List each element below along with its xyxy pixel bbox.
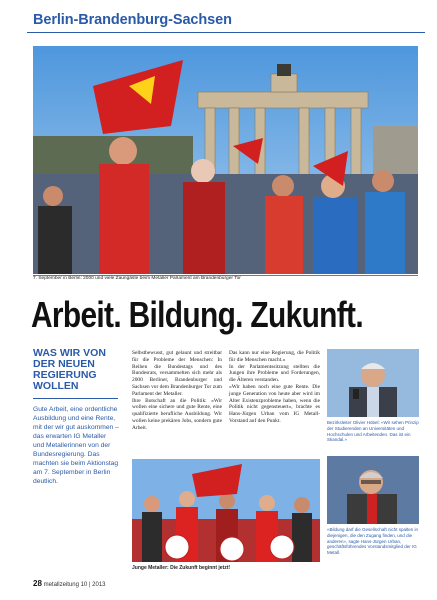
hero-caption-text: 7. September in Berlin: 2000 und viele Zaungäste beim Metaller Parlament am Brandenburger Tor — [33, 276, 241, 281]
body-paragraph: Ihre Botschaft an die Politik: «Wir wollen eine sichere und gute Rente, eine qualifizierte berufliche Ausbildung. Wir wollen keine prekären Jobs, sondern gute Arbeit. — [132, 397, 222, 431]
body-column-2 — [229, 350, 320, 425]
page-footer — [33, 579, 106, 588]
portrait-hoebel-illustration — [327, 349, 419, 417]
group-photo — [132, 459, 320, 562]
body-paragraph: In der Parlamentssitzung stellten die Jungen ihre Probleme und Forderungen, die Älteren verstanden. — [229, 363, 320, 384]
hero-photo-illustration — [33, 46, 418, 274]
intro-text: Gute Arbeit, eine ordentliche Ausbildung und eine Rente, mit der wir gut auskommen – das erwarten IG Metaller und Metallerinnen von der Bundesregierung. Das machten sie beim Aktionstag am 7. September in Berlin deutlich. — [33, 406, 119, 485]
body-paragraph: «Wir haben noch eine gute Rente. Die junge Generation von heute aber wird im Alter Existenzprobleme haben, wenn die Politik nicht gegensteuert», brachte es Hans-Jürgen Urban vom IG Metall-Vorstand auf den Punkt. — [229, 383, 320, 424]
header-rule — [27, 32, 425, 33]
section-header — [27, 11, 425, 31]
page-number: 28 — [33, 579, 42, 588]
portrait-urban-illustration — [327, 456, 419, 524]
portrait-urban — [327, 456, 419, 524]
hero-caption — [33, 276, 418, 282]
portrait-hoebel — [327, 349, 419, 417]
caption-rule — [33, 275, 418, 276]
group-caption: Junge Metaller: Die Zukunft beginnt jetzt! — [132, 565, 231, 571]
body-column-1 — [132, 350, 222, 432]
kicker-rule — [33, 398, 118, 399]
portrait-urban-caption: «Bildung darf die Gesellschaft nicht spalten in diejenigen, die den Zugang finden, und die anderen», sagte Hans-Jürgen Urban, geschäftsführendes Vorstandsmitglied der IG Metall. — [327, 527, 419, 556]
kicker: WAS WIR VON DER NEUEN REGIERUNG WOLLEN — [33, 347, 106, 392]
section-title: Berlin-Brandenburg-Sachsen — [33, 12, 232, 28]
body-paragraph: Das kann nur eine Regierung, die Politik für die Menschen macht.» — [229, 350, 320, 363]
group-photo-illustration — [132, 459, 320, 562]
body-paragraph: Selbstbewusst, gut gelaunt und streitbar für die Probleme der Menschen: In Reihen die Bundestags und des Bundesrats, versammelten sich mehr als 2000 Berliner, Brandenburger und Sachsen vor dem Brandenburger Tor zum Parlament der Metaller. — [132, 350, 222, 397]
article-headline: Arbeit. Bildung. Zukunft. — [31, 294, 363, 335]
footer-text: metallzeitung 10 | 2013 — [43, 582, 106, 588]
hero-photo — [33, 46, 418, 274]
portrait-hoebel-caption: Bezirksleiter Olivier Höbel: «Wir sehen Prinzip der Studierenden an Universitäten und Hochschulen und Arbeitenden. Das ist ein Skandal.» — [327, 420, 419, 443]
